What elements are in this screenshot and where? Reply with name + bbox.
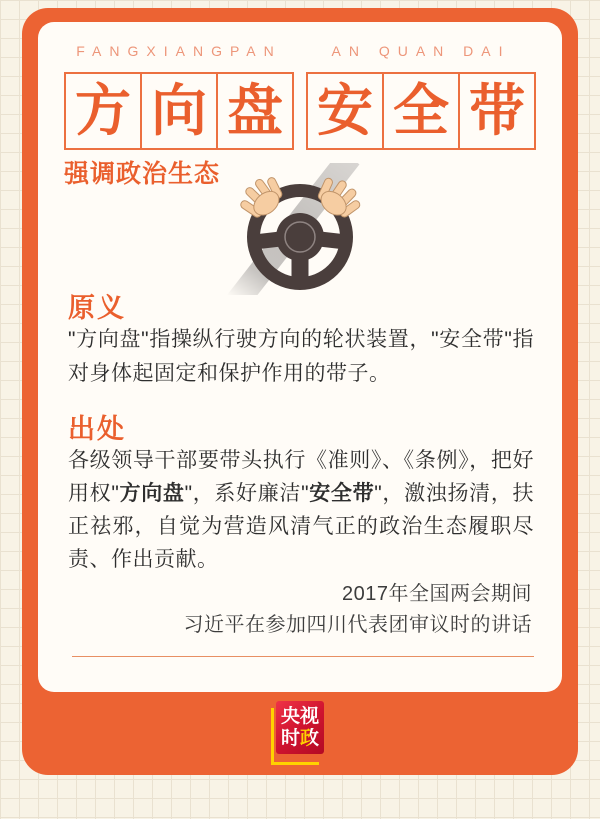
steering-wheel-illustration	[190, 163, 410, 295]
poster-card	[22, 8, 578, 775]
section-heading-original-meaning: 原义	[68, 293, 126, 323]
title-char-box	[216, 72, 294, 150]
title-char: 带	[469, 79, 525, 142]
logo-char: 央	[280, 705, 300, 727]
title-char-box	[458, 72, 536, 150]
paragraph-source-quote: 各级领导干部要带头执行《准则》、《条例》，把好用权"方向盘"，系好廉洁"安全带"，激浊扬清，扶正祛邪，自觉为营造风清气正的政治生态履职尽责、作出贡献。	[68, 449, 535, 571]
logo-badge	[276, 701, 324, 754]
pinyin-row	[38, 43, 562, 59]
logo-char: 时	[280, 727, 300, 749]
attribution-line-2: 习近平在参加四川代表团审议时的讲话	[183, 614, 532, 636]
quote-attribution	[184, 579, 533, 641]
pinyin-right: AN QUAN DAI	[331, 43, 511, 59]
section-heading-source: 出处	[68, 414, 126, 444]
divider-line	[72, 656, 534, 657]
title-char: 向	[151, 79, 207, 142]
title-char: 方	[75, 79, 131, 142]
title-char-box	[382, 72, 460, 150]
title-row	[38, 72, 562, 150]
title-char: 盘	[227, 79, 283, 142]
footer-bar	[22, 692, 578, 775]
attribution-line-1: 2017年全国两会期间	[342, 583, 532, 605]
poster-panel	[38, 22, 562, 692]
title-group-anquandai	[306, 72, 536, 150]
cctv-shizheng-logo	[276, 701, 324, 754]
logo-char: 视	[300, 705, 320, 727]
paragraph-original-meaning: "方向盘"指操纵行驶方向的轮状装置，"安全带"指对身体起固定和保护作用的带子。	[68, 328, 534, 385]
subtitle: 强调政治生态	[64, 160, 221, 188]
title-char-box	[140, 72, 218, 150]
logo-char-zheng-highlight: 政	[300, 727, 320, 749]
wheel-hub	[276, 213, 324, 261]
title-char-box	[306, 72, 384, 150]
title-char: 安	[317, 79, 373, 142]
title-group-fangxiangpan	[64, 72, 294, 150]
pinyin-left: FANGXIANGPAN	[76, 43, 282, 59]
title-char: 全	[393, 79, 449, 142]
title-char-box	[64, 72, 142, 150]
